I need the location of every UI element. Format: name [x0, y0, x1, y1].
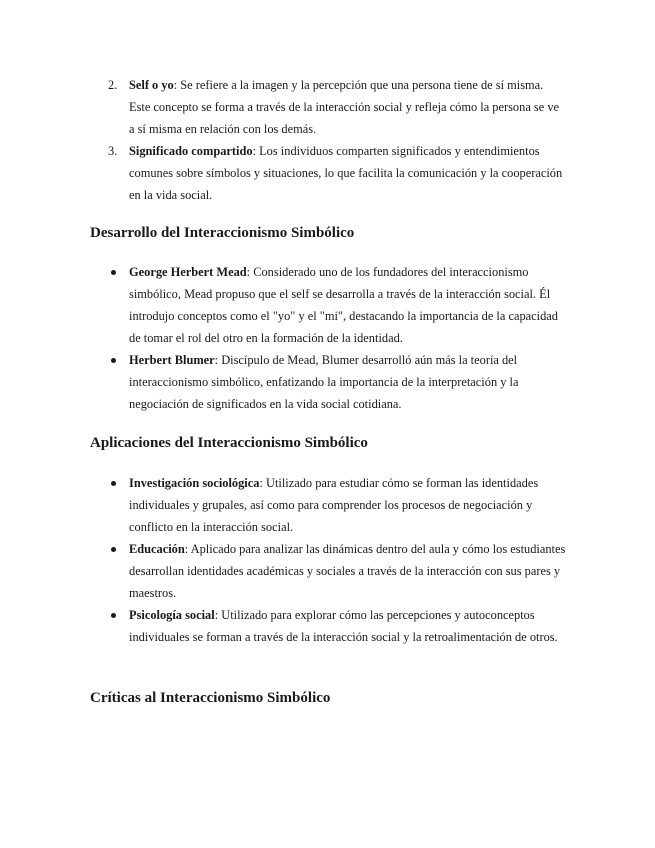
bullet-list-aplicaciones — [0, 472, 655, 648]
list-item-text: : Los individuos comparten significados y entendimientos comunes sobre símbolos y situaciones, lo que facilita la comunicación y la cooperación en la vida social. — [129, 144, 563, 202]
list-item-text: : Se refiere a la imagen y la percepción que una persona tiene de sí misma. Este concepto se forma a través de la interacción social y refleja cómo la persona se ve a sí misma en relación con los demás. — [129, 78, 560, 136]
list-item — [0, 604, 655, 648]
list-item — [0, 472, 655, 538]
list-item-text: : Considerado uno de los fundadores del interaccionismo simbólico, Mead propuso que el self se desarrolla a través de la interacción social. Él introdujo conceptos como el "yo" y el "mi", destacando la importancia de la capacidad de tomar el rol del otro en la formación de la identidad. — [129, 265, 558, 345]
bullet-list-desarrollo — [0, 261, 655, 415]
list-item-text: : Discípulo de Mead, Blumer desarrolló aún más la teoría del interaccionismo simbólico, enfatizando la importancia de la interpretación y la negociación de significados en la vida social cotidiana. — [129, 353, 519, 411]
list-number: 2. — [108, 78, 118, 92]
list-item-term: Educación — [129, 542, 185, 556]
list-item — [0, 261, 655, 349]
section-heading-aplicaciones: Aplicaciones del Interaccionismo Simbólico — [90, 435, 368, 451]
list-item-term: Investigación sociológica — [129, 476, 260, 490]
list-item — [0, 538, 655, 604]
section-heading-criticas: Críticas al Interaccionismo Simbólico — [90, 690, 331, 706]
bullet-icon — [111, 270, 116, 275]
list-item-text: : Aplicado para analizar las dinámicas dentro del aula y cómo los estudiantes desarrollan identidades académicas y sociales a través de la interacción con sus pares y maestros. — [129, 542, 566, 600]
list-item — [0, 74, 655, 140]
bullet-icon — [111, 358, 116, 363]
list-item-term: George Herbert Mead — [129, 265, 247, 279]
list-item-text: : Utilizado para explorar cómo las percepciones y autoconceptos individuales se forman a través de la interacción social y la retroalimentación de otros. — [129, 608, 558, 644]
list-item-text: : Utilizado para estudiar cómo se forman las identidades individuales y grupales, así como para comprender los procesos de negociación y conflicto en la interacción social. — [129, 476, 539, 534]
bullet-icon — [111, 481, 116, 486]
bullet-icon — [111, 613, 116, 618]
bullet-icon — [111, 547, 116, 552]
list-item-term: Psicología social — [129, 608, 215, 622]
list-item-term: Self o yo — [129, 78, 174, 92]
list-item — [0, 349, 655, 415]
numbered-list — [0, 74, 655, 206]
list-item-term: Significado compartido — [129, 144, 253, 158]
list-item — [0, 140, 655, 206]
section-heading-desarrollo: Desarrollo del Interaccionismo Simbólico — [90, 225, 355, 241]
list-item-term: Herbert Blumer — [129, 353, 215, 367]
list-number: 3. — [108, 144, 118, 158]
